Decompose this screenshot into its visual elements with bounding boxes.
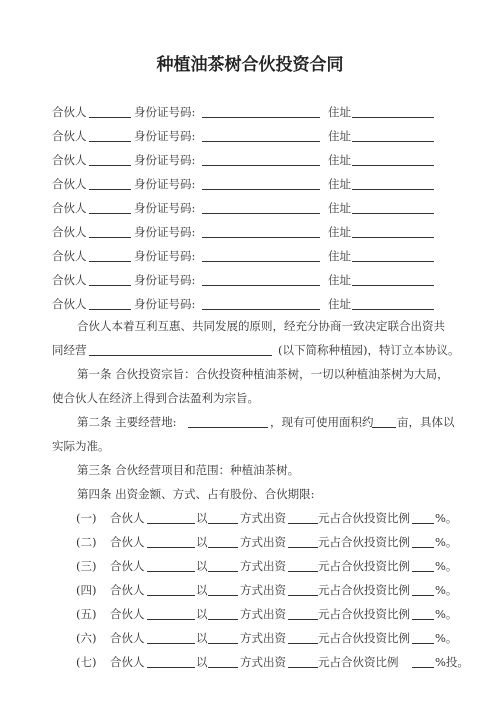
contribution-method: 方式出资 bbox=[240, 511, 286, 525]
address-blank bbox=[352, 176, 434, 190]
contribution-by: 以 bbox=[196, 535, 208, 549]
article-3-text: 第三条 合伙经营项目和范围：种植油茶树。 bbox=[77, 463, 300, 477]
partner-label: 合伙人 bbox=[52, 129, 87, 143]
partner-label: 合伙人 bbox=[52, 273, 87, 287]
contribution-end: %。 bbox=[435, 535, 458, 549]
partner-name-blank bbox=[89, 272, 131, 286]
id-label: 身份证号码: bbox=[134, 225, 196, 239]
contribution-number: (五) bbox=[76, 607, 97, 621]
contribution-end: %。 bbox=[435, 583, 458, 597]
contribution-share: 元占合伙投资比例 bbox=[318, 535, 410, 549]
contribution-partner-blank bbox=[147, 558, 195, 572]
contribution-partner-label: 合伙人 bbox=[110, 511, 145, 525]
id-number-blank bbox=[202, 224, 320, 238]
partner-name-blank bbox=[89, 296, 131, 310]
contribution-method: 方式出资 bbox=[240, 607, 286, 621]
contribution-amount-blank bbox=[288, 510, 318, 524]
area-blank bbox=[372, 414, 396, 428]
address-label: 住址 bbox=[328, 105, 351, 119]
contribution-method-blank bbox=[208, 630, 238, 644]
partner-name-blank bbox=[89, 128, 131, 142]
id-label: 身份证号码: bbox=[134, 273, 196, 287]
contribution-amount-blank bbox=[288, 582, 318, 596]
contribution-share: 元占合伙投资比例 bbox=[318, 631, 410, 645]
contribution-by: 以 bbox=[196, 583, 208, 597]
contribution-method-blank bbox=[208, 606, 238, 620]
contribution-amount-blank bbox=[288, 606, 318, 620]
address-label: 住址 bbox=[328, 249, 351, 263]
address-blank bbox=[352, 200, 434, 214]
contribution-end: %。 bbox=[435, 559, 458, 573]
id-number-blank bbox=[202, 200, 320, 214]
address-label: 住址 bbox=[328, 225, 351, 239]
address-blank bbox=[352, 152, 434, 166]
contribution-end: %。 bbox=[435, 631, 458, 645]
contribution-share: 元占合伙投资比例 bbox=[318, 559, 410, 573]
contribution-partner-label: 合伙人 bbox=[110, 559, 145, 573]
id-label: 身份证号码: bbox=[134, 129, 196, 143]
contribution-by: 以 bbox=[196, 631, 208, 645]
id-label: 身份证号码: bbox=[134, 105, 196, 119]
contribution-partner-label: 合伙人 bbox=[110, 655, 145, 669]
contribution-method-blank bbox=[208, 558, 238, 572]
contribution-share: 元占合伙资比例 bbox=[318, 655, 399, 669]
contribution-method-blank bbox=[208, 534, 238, 548]
partner-name-blank bbox=[89, 248, 131, 262]
address-blank bbox=[352, 224, 434, 238]
contribution-percent-blank bbox=[412, 558, 434, 572]
id-number-blank bbox=[202, 152, 320, 166]
id-number-blank bbox=[202, 128, 320, 142]
contribution-end: %。 bbox=[435, 607, 458, 621]
id-number-blank bbox=[202, 176, 320, 190]
address-label: 住址 bbox=[328, 273, 351, 287]
garden-name-blank bbox=[89, 342, 272, 356]
article-2-line-2: 实际为准。 bbox=[52, 439, 110, 453]
id-number-blank bbox=[202, 272, 320, 286]
partner-name-blank bbox=[89, 200, 131, 214]
contribution-method: 方式出资 bbox=[240, 631, 286, 645]
contribution-partner-blank bbox=[147, 510, 195, 524]
contribution-share: 元占合伙投资比例 bbox=[318, 511, 410, 525]
contribution-amount-blank bbox=[288, 654, 318, 668]
contribution-by: 以 bbox=[196, 559, 208, 573]
contribution-number: (六) bbox=[76, 631, 97, 645]
contribution-partner-label: 合伙人 bbox=[110, 607, 145, 621]
partner-label: 合伙人 bbox=[52, 177, 87, 191]
id-number-blank bbox=[202, 104, 320, 118]
intro-line-2-prefix: 同经营 bbox=[52, 343, 87, 357]
contribution-partner-blank bbox=[147, 654, 195, 668]
contribution-partner-blank bbox=[147, 606, 195, 620]
address-blank bbox=[352, 272, 434, 286]
contribution-by: 以 bbox=[196, 511, 208, 525]
article-2-middle: ，现有可使用面积约 bbox=[270, 415, 374, 429]
contribution-share: 元占合伙投资比例 bbox=[318, 583, 410, 597]
contribution-partner-blank bbox=[147, 534, 195, 548]
id-label: 身份证号码: bbox=[134, 297, 196, 311]
partner-label: 合伙人 bbox=[52, 225, 87, 239]
id-label: 身份证号码: bbox=[134, 249, 196, 263]
contribution-end: %。 bbox=[435, 511, 458, 525]
partner-name-blank bbox=[89, 152, 131, 166]
article-4-text: 第四条 出资金额、方式、占有股份、合伙期限: bbox=[77, 487, 315, 501]
contribution-method-blank bbox=[208, 510, 238, 524]
contribution-end: %投。 bbox=[435, 655, 469, 669]
contribution-method: 方式出资 bbox=[240, 559, 286, 573]
partner-name-blank bbox=[89, 224, 131, 238]
document-title: 种植油茶树合伙投资合同 bbox=[156, 55, 344, 75]
contribution-amount-blank bbox=[288, 630, 318, 644]
contribution-percent-blank bbox=[412, 654, 434, 668]
partner-label: 合伙人 bbox=[52, 297, 87, 311]
address-blank bbox=[352, 128, 434, 142]
address-label: 住址 bbox=[328, 297, 351, 311]
location-blank bbox=[188, 414, 268, 428]
contribution-percent-blank bbox=[412, 606, 434, 620]
address-blank bbox=[352, 104, 434, 118]
contribution-partner-blank bbox=[147, 630, 195, 644]
article-1-line-1: 第一条 合伙投资宗旨：合伙投资种植油茶树，一切以种植油茶树为大局， bbox=[77, 367, 449, 381]
partner-name-blank bbox=[89, 176, 131, 190]
partner-label: 合伙人 bbox=[52, 153, 87, 167]
contribution-partner-label: 合伙人 bbox=[110, 631, 145, 645]
address-blank bbox=[352, 296, 434, 310]
contribution-by: 以 bbox=[196, 655, 208, 669]
contribution-percent-blank bbox=[412, 534, 434, 548]
contribution-number: (四) bbox=[76, 583, 97, 597]
contribution-method-blank bbox=[208, 582, 238, 596]
address-label: 住址 bbox=[328, 201, 351, 215]
contribution-number: (二) bbox=[76, 535, 97, 549]
contribution-share: 元占合伙投资比例 bbox=[318, 607, 410, 621]
contribution-by: 以 bbox=[196, 607, 208, 621]
article-1-line-2: 使合伙人在经济上得到合法盈利为宗旨。 bbox=[52, 391, 259, 405]
id-label: 身份证号码: bbox=[134, 153, 196, 167]
id-number-blank bbox=[202, 248, 320, 262]
contribution-number: (七) bbox=[76, 655, 97, 669]
contribution-percent-blank bbox=[412, 582, 434, 596]
contribution-amount-blank bbox=[288, 558, 318, 572]
contribution-method: 方式出资 bbox=[240, 583, 286, 597]
id-number-blank bbox=[202, 296, 320, 310]
address-label: 住址 bbox=[328, 129, 351, 143]
partner-label: 合伙人 bbox=[52, 105, 87, 119]
address-blank bbox=[352, 248, 434, 262]
contribution-percent-blank bbox=[412, 510, 434, 524]
contribution-number: (三) bbox=[76, 559, 97, 573]
contribution-method: 方式出资 bbox=[240, 655, 286, 669]
contribution-method: 方式出资 bbox=[240, 535, 286, 549]
contribution-partner-label: 合伙人 bbox=[110, 535, 145, 549]
partner-label: 合伙人 bbox=[52, 201, 87, 215]
article-2-unit: 亩，具体以 bbox=[397, 415, 455, 429]
partner-label: 合伙人 bbox=[52, 249, 87, 263]
article-2-prefix: 第二条 主要经营地: bbox=[77, 415, 177, 429]
intro-line-2-suffix: (以下简称种植园)，特订立本协议。 bbox=[278, 343, 460, 357]
contribution-partner-label: 合伙人 bbox=[110, 583, 145, 597]
contribution-number: (一) bbox=[76, 511, 97, 525]
contribution-method-blank bbox=[208, 654, 238, 668]
contribution-percent-blank bbox=[412, 630, 434, 644]
partner-name-blank bbox=[89, 104, 131, 118]
id-label: 身份证号码: bbox=[134, 177, 196, 191]
id-label: 身份证号码: bbox=[134, 201, 196, 215]
contribution-partner-blank bbox=[147, 582, 195, 596]
intro-line-1: 合伙人本着互利互惠、共同发展的原则，经充分协商一致决定联合出资共 bbox=[77, 319, 445, 333]
address-label: 住址 bbox=[328, 177, 351, 191]
contribution-amount-blank bbox=[288, 534, 318, 548]
address-label: 住址 bbox=[328, 153, 351, 167]
